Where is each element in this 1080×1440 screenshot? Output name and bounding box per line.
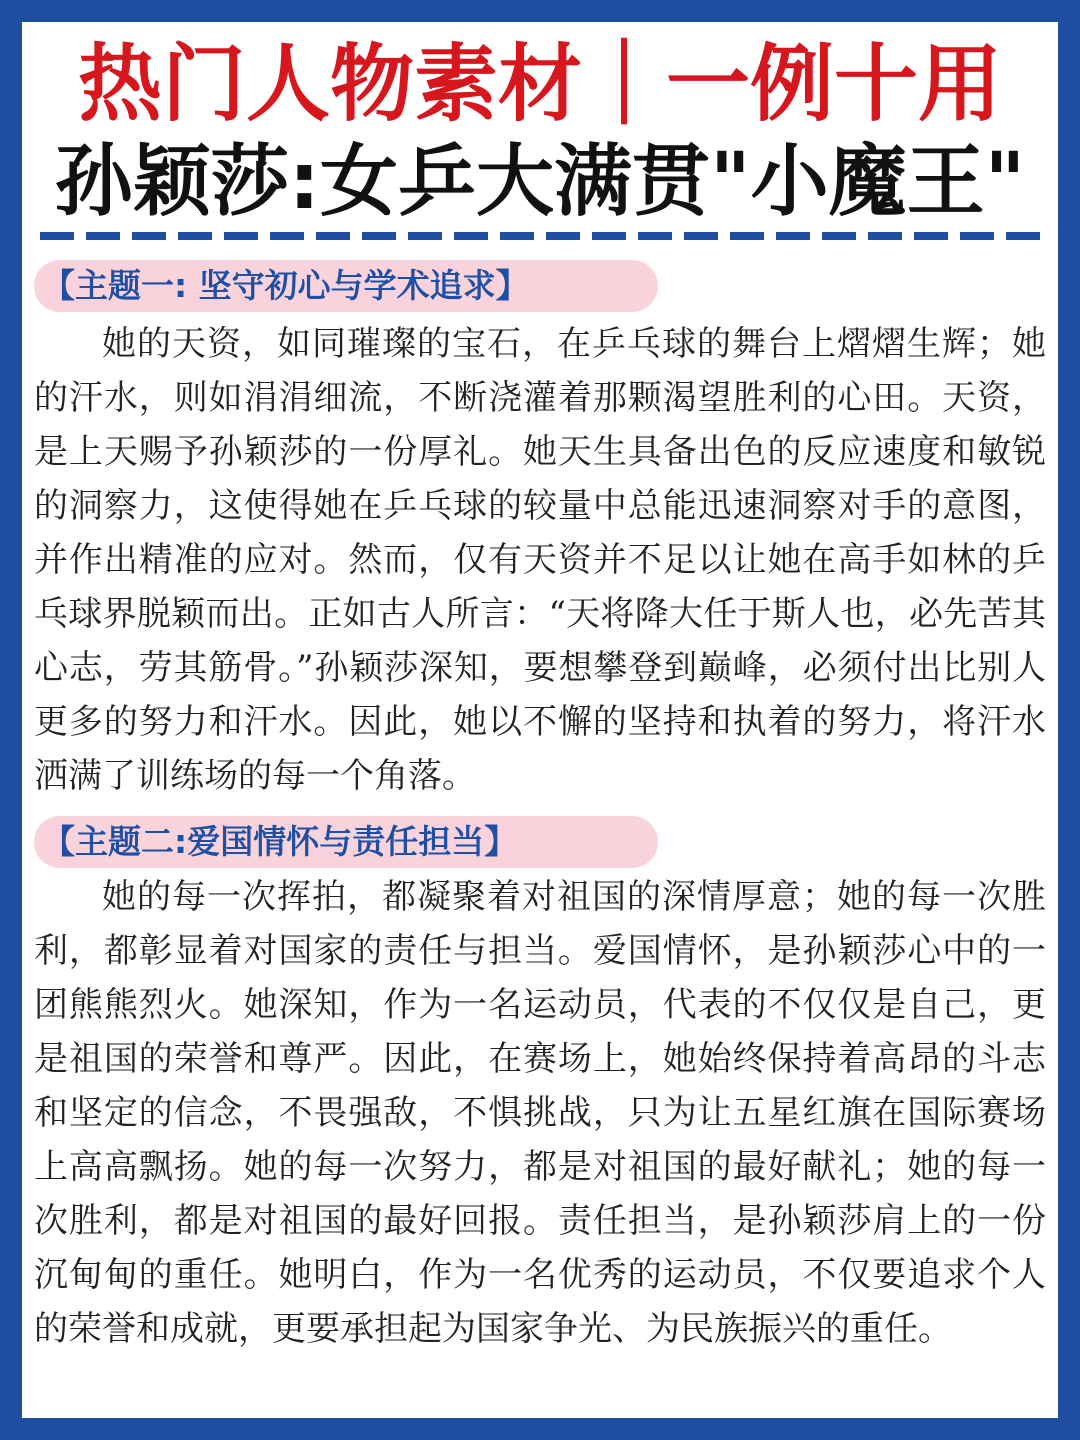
content-area	[22, 22, 1058, 1418]
section-heading-label: 【主题二:爱国情怀与责任担当】	[42, 822, 518, 861]
section-body-1: 她的天资，如同璀璨的宝石，在乒乓球的舞台上熠熠生辉；她的汗水，则如涓涓细流，不断浇灌着那颗渴望胜利的心田。天资，是上天赐予孙颖莎的一份厚礼。她天生具备出色的反应速度和敏锐的洞察力，这使得她在乒乓球的较量中总能迅速洞察对手的意图，并作出精准的应对。然而，仅有天资并不足以让她在高手如林的乒乓球界脱颖而出。正如古人所言：“天将降大任于斯人也，必先苦其心志，劳其筋骨。”孙颖莎深知，要想攀登到巅峰，必须付出比别人更多的努力和汗水。因此，她以不懈的坚持和执着的努力，将汗水洒满了训练场的每一个角落。	[34, 324, 1046, 796]
section-body-2: 她的每一次挥拍，都凝聚着对祖国的深情厚意；她的每一次胜利，都彰显着对国家的责任与担当。爱国情怀，是孙颖莎心中的一团熊熊烈火。她深知，作为一名运动员，代表的不仅仅是自己，更是祖国的荣誉和尊严。因此，在赛场上，她始终保持着高昂的斗志和坚定的信念，不畏强敌，不惧挑战，只为让五星红旗在国际赛场上高高飘扬。她的每一次努力，都是对祖国的最好献礼；她的每一次胜利，都是对祖国的最好回报。责任担当，是孙颖莎肩上的一份沉甸甸的重任。她明白，作为一名优秀的运动员，不仅要追求个人的荣誉和成就，更要承担起为国家争光、为民族振兴的重任。	[34, 877, 1046, 1349]
section-heading-2	[34, 816, 658, 868]
section-heading-1	[34, 260, 658, 312]
section-heading-label: 【主题一: 坚守初心与学术追求】	[42, 266, 529, 305]
page-title-line2: 孙颖莎:女乒大满贯"小魔王"	[54, 137, 1026, 227]
dashed-divider	[40, 232, 1040, 240]
page-title-line1: 热门人物素材｜一例十用	[77, 35, 1002, 133]
